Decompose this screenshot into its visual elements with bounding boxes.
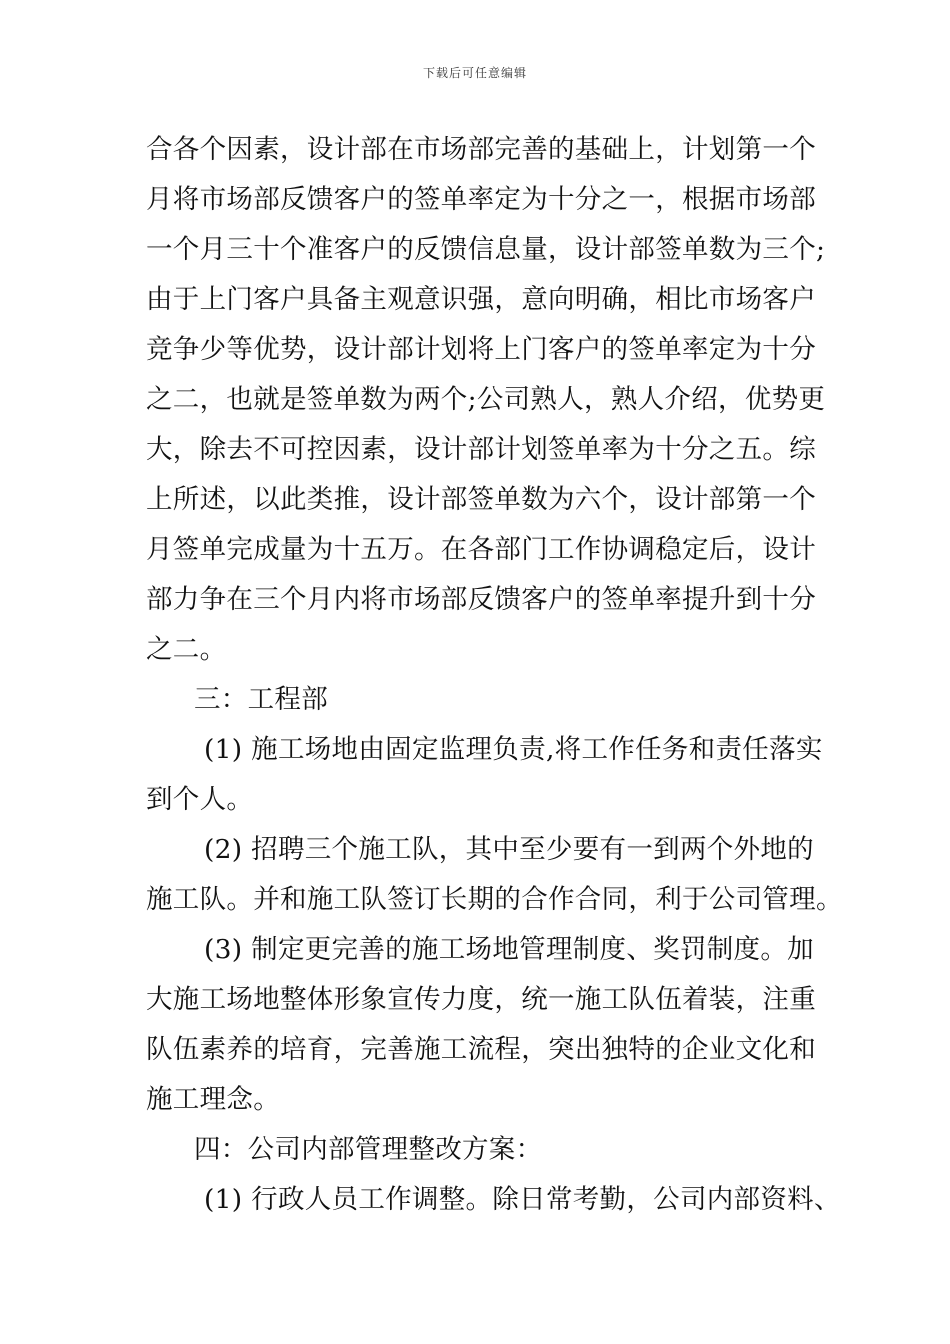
list-item-1: (1) 施工场地由固定监理负责,将工作任务和责任落实 [204, 734, 823, 765]
paragraph-line: 大，除去不可控因素，设计部计划签单率为十分之五。综 [146, 434, 816, 465]
list-item-3: (3) 制定更完善的施工场地管理制度、奖罚制度。加 [204, 934, 814, 965]
document-body [146, 125, 843, 1225]
paragraph-line: 到个人。 [146, 784, 254, 815]
paragraph-line: 部力争在三个月内将市场部反馈客户的签单率提升到十分 [146, 584, 816, 615]
paragraph-line: 一个月三十个准客户的反馈信息量，设计部签单数为三个; [146, 234, 826, 265]
paragraph-line: 之二，也就是签单数为两个;公司熟人，熟人介绍，优势更 [146, 384, 826, 415]
paragraph-line: 上所述，以此类推，设计部签单数为六个，设计部第一个 [146, 484, 816, 515]
paragraph-line: 竞争少等优势，设计部计划将上门客户的签单率定为十分 [146, 334, 816, 365]
paragraph-line: 队伍素养的培育，完善施工流程，突出独特的企业文化和 [146, 1034, 816, 1065]
list-item-4: (1) 行政人员工作调整。除日常考勤，公司内部资料、 [204, 1184, 841, 1215]
paragraph-line: 之二。 [146, 634, 227, 665]
paragraph-line: 施工队。并和施工队签订长期的合作合同，利于公司管理。 [146, 884, 843, 915]
paragraph-line: 施工理念。 [146, 1084, 280, 1115]
page-header: 下载后可任意编辑 [422, 66, 527, 80]
paragraph-line: 月将市场部反馈客户的签单率定为十分之一，根据市场部 [146, 184, 816, 215]
paragraph-line: 大施工场地整体形象宣传力度，统一施工队伍着装，注重 [146, 984, 816, 1015]
paragraph-line: 月签单完成量为十五万。在各部门工作协调稳定后，设计 [146, 534, 816, 565]
paragraph-line: 由于上门客户具备主观意识强，意向明确，相比市场客户 [146, 284, 816, 315]
section-heading-management: 四：公司内部管理整改方案： [194, 1134, 543, 1165]
section-heading-engineering: 三：工程部 [194, 684, 328, 715]
paragraph-line: 合各个因素，设计部在市场部完善的基础上，计划第一个 [146, 134, 816, 165]
list-item-2: (2) 招聘三个施工队，其中至少要有一到两个外地的 [204, 834, 814, 865]
